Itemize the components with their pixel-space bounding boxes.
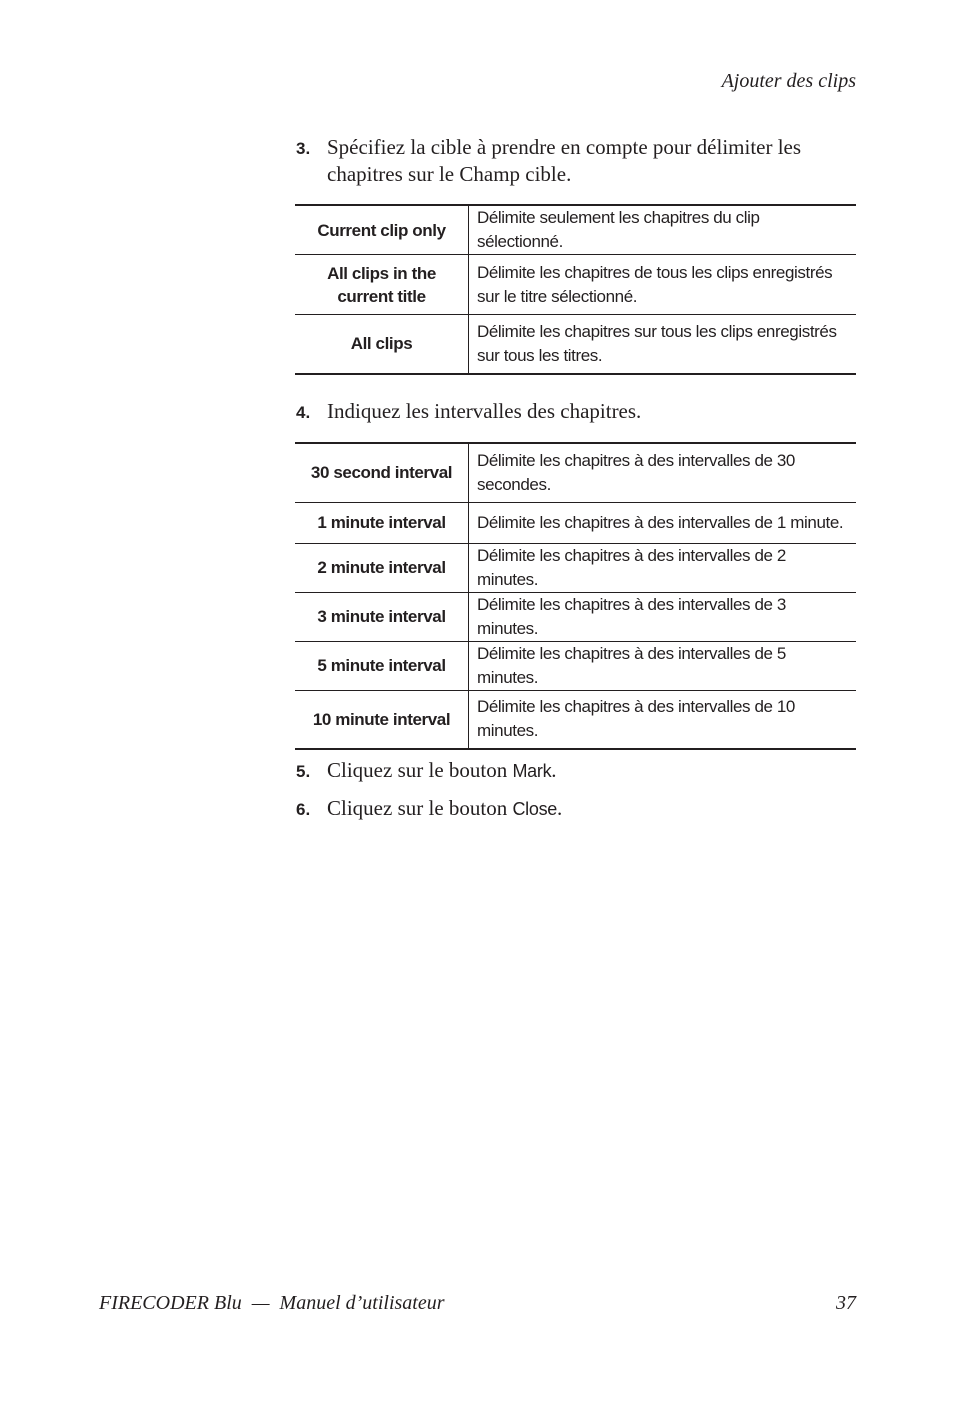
- step-3: [296, 134, 856, 188]
- table-row: [295, 315, 856, 374]
- mark-button-label: Mark: [512, 761, 552, 781]
- table-row: [295, 443, 856, 502]
- step-4: [296, 398, 856, 426]
- option-name: 1 minute interval: [295, 502, 469, 543]
- step-text: Indiquez les intervalles des chapitres.: [327, 399, 642, 423]
- step-text: [327, 757, 856, 785]
- interval-table: [295, 442, 856, 750]
- step-number: 5.: [296, 762, 311, 781]
- step-number: 4.: [296, 403, 311, 422]
- option-description: Délimite les chapitres de tous les clips enregistrés sur le titre sélectionné.: [469, 255, 857, 315]
- option-name: All clips: [295, 315, 469, 374]
- option-description: Délimite les chapitres à des intervalles de 3 minutes.: [469, 592, 857, 641]
- step-number: 3.: [296, 139, 311, 158]
- option-name: All clips in the current title: [295, 255, 469, 315]
- option-description: Délimite les chapitres à des intervalles de 30 secondes.: [477, 450, 795, 494]
- option-name: 10 minute interval: [295, 690, 469, 749]
- step-text-end: .: [557, 796, 563, 820]
- option-description: Délimite les chapitres à des intervalles de 2 minutes.: [469, 543, 857, 592]
- page-number: 37: [836, 1292, 856, 1314]
- table-row: [295, 502, 856, 543]
- table-row: [295, 543, 856, 592]
- step-text-lead: Cliquez sur le bouton: [327, 796, 513, 820]
- close-button-label: Close: [512, 799, 558, 819]
- running-header: Ajouter des clips: [721, 70, 856, 92]
- table-row: [295, 205, 856, 255]
- target-field-table: [295, 204, 856, 375]
- option-description: Délimite les chapitres à des intervalles de 10 minutes.: [469, 690, 857, 749]
- step-number: 6.: [296, 800, 311, 819]
- option-description: Délimite les chapitres sur tous les clips enregistrés sur tous les titres.: [469, 315, 857, 374]
- option-description: Délimite seulement les chapitres du clip sélectionné.: [477, 208, 760, 251]
- option-name: 30 second interval: [295, 443, 469, 502]
- table-row: [295, 592, 856, 641]
- step-6: [296, 795, 856, 823]
- table-row: [295, 255, 856, 315]
- option-description: Délimite les chapitres à des intervalles de 1 minute.: [469, 502, 857, 543]
- option-name: Current clip only: [295, 205, 469, 255]
- step-5: [296, 757, 856, 785]
- footer-book-title: FIRECODER Blu — Manuel d’utilisateur: [99, 1292, 445, 1314]
- step-text: [327, 795, 856, 823]
- step-text: Spécifiez la cible à prendre en compte pour délimiter les chapitres sur le Champ cible.: [327, 135, 802, 186]
- option-description: Délimite les chapitres à des intervalles de 5 minutes.: [469, 641, 857, 690]
- option-name: 5 minute interval: [295, 641, 469, 690]
- table-row: [295, 641, 856, 690]
- option-name: 2 minute interval: [295, 543, 469, 592]
- option-name: 3 minute interval: [295, 592, 469, 641]
- step-text-end: .: [551, 758, 557, 782]
- table-row: [295, 690, 856, 749]
- step-text-lead: Cliquez sur le bouton: [327, 758, 513, 782]
